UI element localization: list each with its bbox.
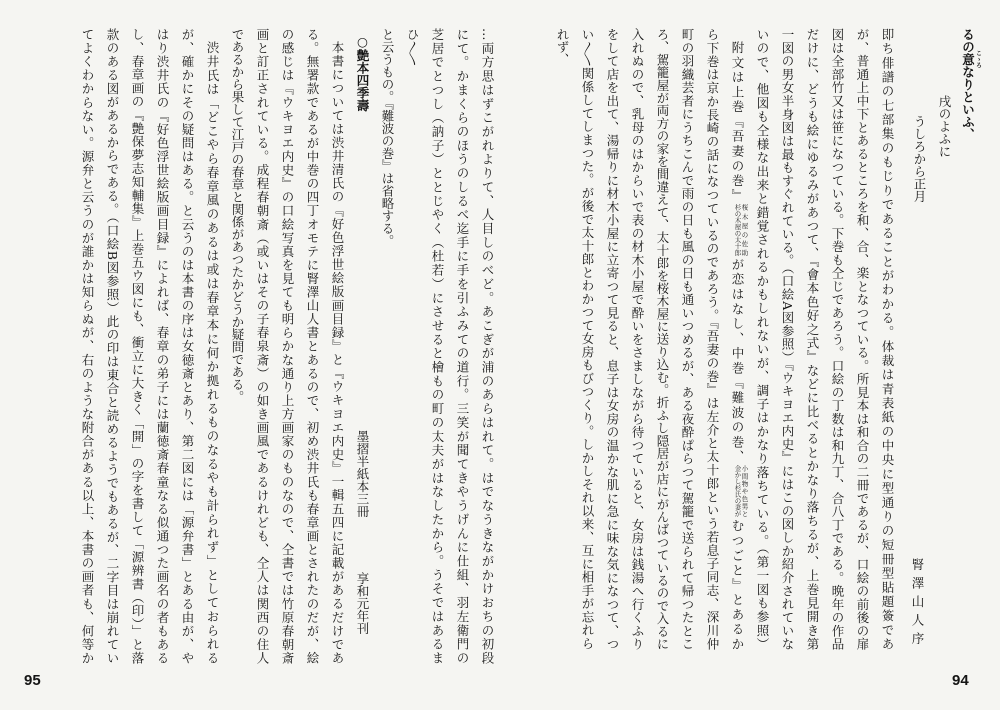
preface-signature: 腎澤山人序: [910, 558, 925, 651]
verse-line: 戌のよふに: [937, 95, 952, 158]
warichu-note: [734, 465, 748, 517]
ruby-reading: こゝろ: [974, 50, 982, 69]
text-column: 渋井氏は「どこやら春章風のあるは或は春章本に何か拠れるものなるやも計られず」としておられる: [205, 41, 220, 664]
text-column: い〳〵関係してしまつた。が後で太十郎とわかつて女房もびつくり。しかしそれ以来、互に相手が忘れら: [580, 28, 595, 650]
text-column: れず、: [555, 28, 570, 66]
text-column: 一図の男女半身図は最もすぐれている。（口絵A図参照）『ウキヨエ内史』にはこの図しか紹介されていな: [780, 28, 795, 650]
text-segment: が恋はなし、中巻『難波の巻、: [730, 255, 745, 465]
text-column: が、確かにその疑問はある。と云うのは本書の序は女徳斎とあり、第二図には「源弁書」とある由が、や: [180, 28, 195, 664]
text-column: が、普通上中下とあるところを和、合、楽となつている。所見本は和合の二冊であるが、口絵の前後の扉: [855, 28, 870, 650]
text-column: ろ、駕籠屋が両方の家を間違えて、太十郎を桜木屋に送り込む。折ふし隠居が店にがんばつているので入るに: [655, 28, 670, 650]
entry-format: 墨摺半紙本三冊: [355, 430, 370, 518]
text-column: 図は全部竹又は笹になつている。下巻も仝じであろう。口絵の丁数は和九丁、合八丁である。晩年の作品: [830, 28, 845, 650]
text-column: 即ち俳譜の七部集のもじりであることがわかる。体裁は青表紙の中央に型通りの短冊型貼題簽であ: [880, 28, 895, 650]
warichu-line: 桜木屋の佐助: [740, 203, 749, 256]
text-column: 入れぬので、乳母のはからいで表の材木小屋で酔いをさましながら待つていると、女房は銭湯へ行くふり: [630, 28, 645, 650]
warichu-note: [734, 204, 748, 256]
intro-after: なりといふ、: [960, 65, 976, 141]
text-column: ら下巻は京か長崎の話になつているのであろう。『吾妻の巻』は左介と太十郎という若息子同志、深川仲: [705, 28, 720, 650]
text-column: 町の羽織芸者にうちこんで雨の日も風の日も通いつめるが、ある夜酔ぱらつて駕籠で送られて帰つたとこ: [680, 28, 695, 650]
verse-line: うしろから正月: [912, 115, 927, 203]
ruby-word: 意 こゝろ: [960, 50, 982, 69]
text-column: をして店を出て、湯帰りに材木小屋に立寄つて見ると、息子は女房の温かな肌に急に味な気になつて、つ: [605, 28, 620, 650]
text-column: だけに、どうも絵にゆるみがあつて、『會本色好之式』などに比べるとかなり落ちるが、上巻見開き第: [805, 28, 820, 650]
warichu-line: 金かし杉氏の妻が: [733, 464, 742, 517]
text-column: いので、他図も仝様な出来と錯覚されるかもしれないが、調子はかなり落ちている。（第一図も参照）: [755, 28, 770, 650]
text-segment: 附文は上巻『吾妻の巻』: [730, 41, 745, 204]
warichu-line: 杉の木屋の太十郎: [733, 203, 742, 256]
text-column: 款のある図があるからである。（口絵B図参照）此の印は東合と読めるようでもあるが、二字目は崩れてい: [105, 28, 120, 664]
text-column: てよくわからない。源弁と云うのが誰かは知らぬが、右のような附合がある以上、本書の画者も、何等か: [80, 28, 95, 664]
text-column: 画と訂正されている。成程春朝斎（或いはその子春泉斎）の如き画風であるけれども、仝人は関西の住人: [255, 28, 270, 664]
text-segment: むつごと』とあるか: [730, 516, 745, 651]
preface-closing-line: [956, 28, 981, 141]
intro-before: るの: [960, 28, 976, 53]
text-column: であるから果して江戸の春章と関係があつたかどうか疑問である。: [230, 28, 245, 403]
text-column-warichu: [725, 28, 750, 650]
warichu-line: 小間物や色男と: [740, 464, 749, 517]
page-number: 94: [952, 672, 969, 689]
quote-column: 芝居でとつし（訥子）ととじやく（杜若）にさせると檜もの町の太夫がはなしたから。うそではあるま: [430, 28, 445, 664]
text-column: 本書については渋井清氏の『好色浮世絵版画目録』と『ウキヨエ内史』一輯五四に記載があるだけであ: [330, 41, 345, 664]
text-column: はり渋井氏の『好色浮世絵版画目録』によれば、春章の弟子には蘭徳斎春童なる似通つた画名の者もある: [155, 28, 170, 664]
text-column: の感じは『ウキヨエ内史』の口絵写真を見ても明らかな通り上方画家のものなので、仝書では竹原春朝斎: [280, 28, 295, 664]
entry-title: ○艶本四季壽: [355, 34, 370, 112]
quote-column: …両方思はずこがれよりて、人目しのべど。あこぎが浦のあらはれて。はでなうきながかけおちの初段: [480, 28, 495, 664]
text-column: る。無署款であるが中巻の四丁オモテに腎澤山人書とあるので、初め渋井氏も春章画とされたのだが、絵: [305, 28, 320, 664]
text-column: し、春章画の『艶保夢志知輔集』上巻五ウ図にも、衝立に大きく「開」の字を書して「源辨書（印）」と落: [130, 28, 145, 664]
page-number: 95: [24, 672, 41, 689]
entry-date: 享和元年刊: [355, 572, 370, 635]
text-column: と云うもの。『難波の巻』は省略する。: [380, 28, 395, 247]
quote-column: ひ〳〵: [405, 28, 420, 66]
quote-column: にて。かまくらのほうのしるべ迄手に手を引ふみての道行。三笑が聞てきやうげんに仕組、羽左衛門の: [455, 28, 470, 664]
